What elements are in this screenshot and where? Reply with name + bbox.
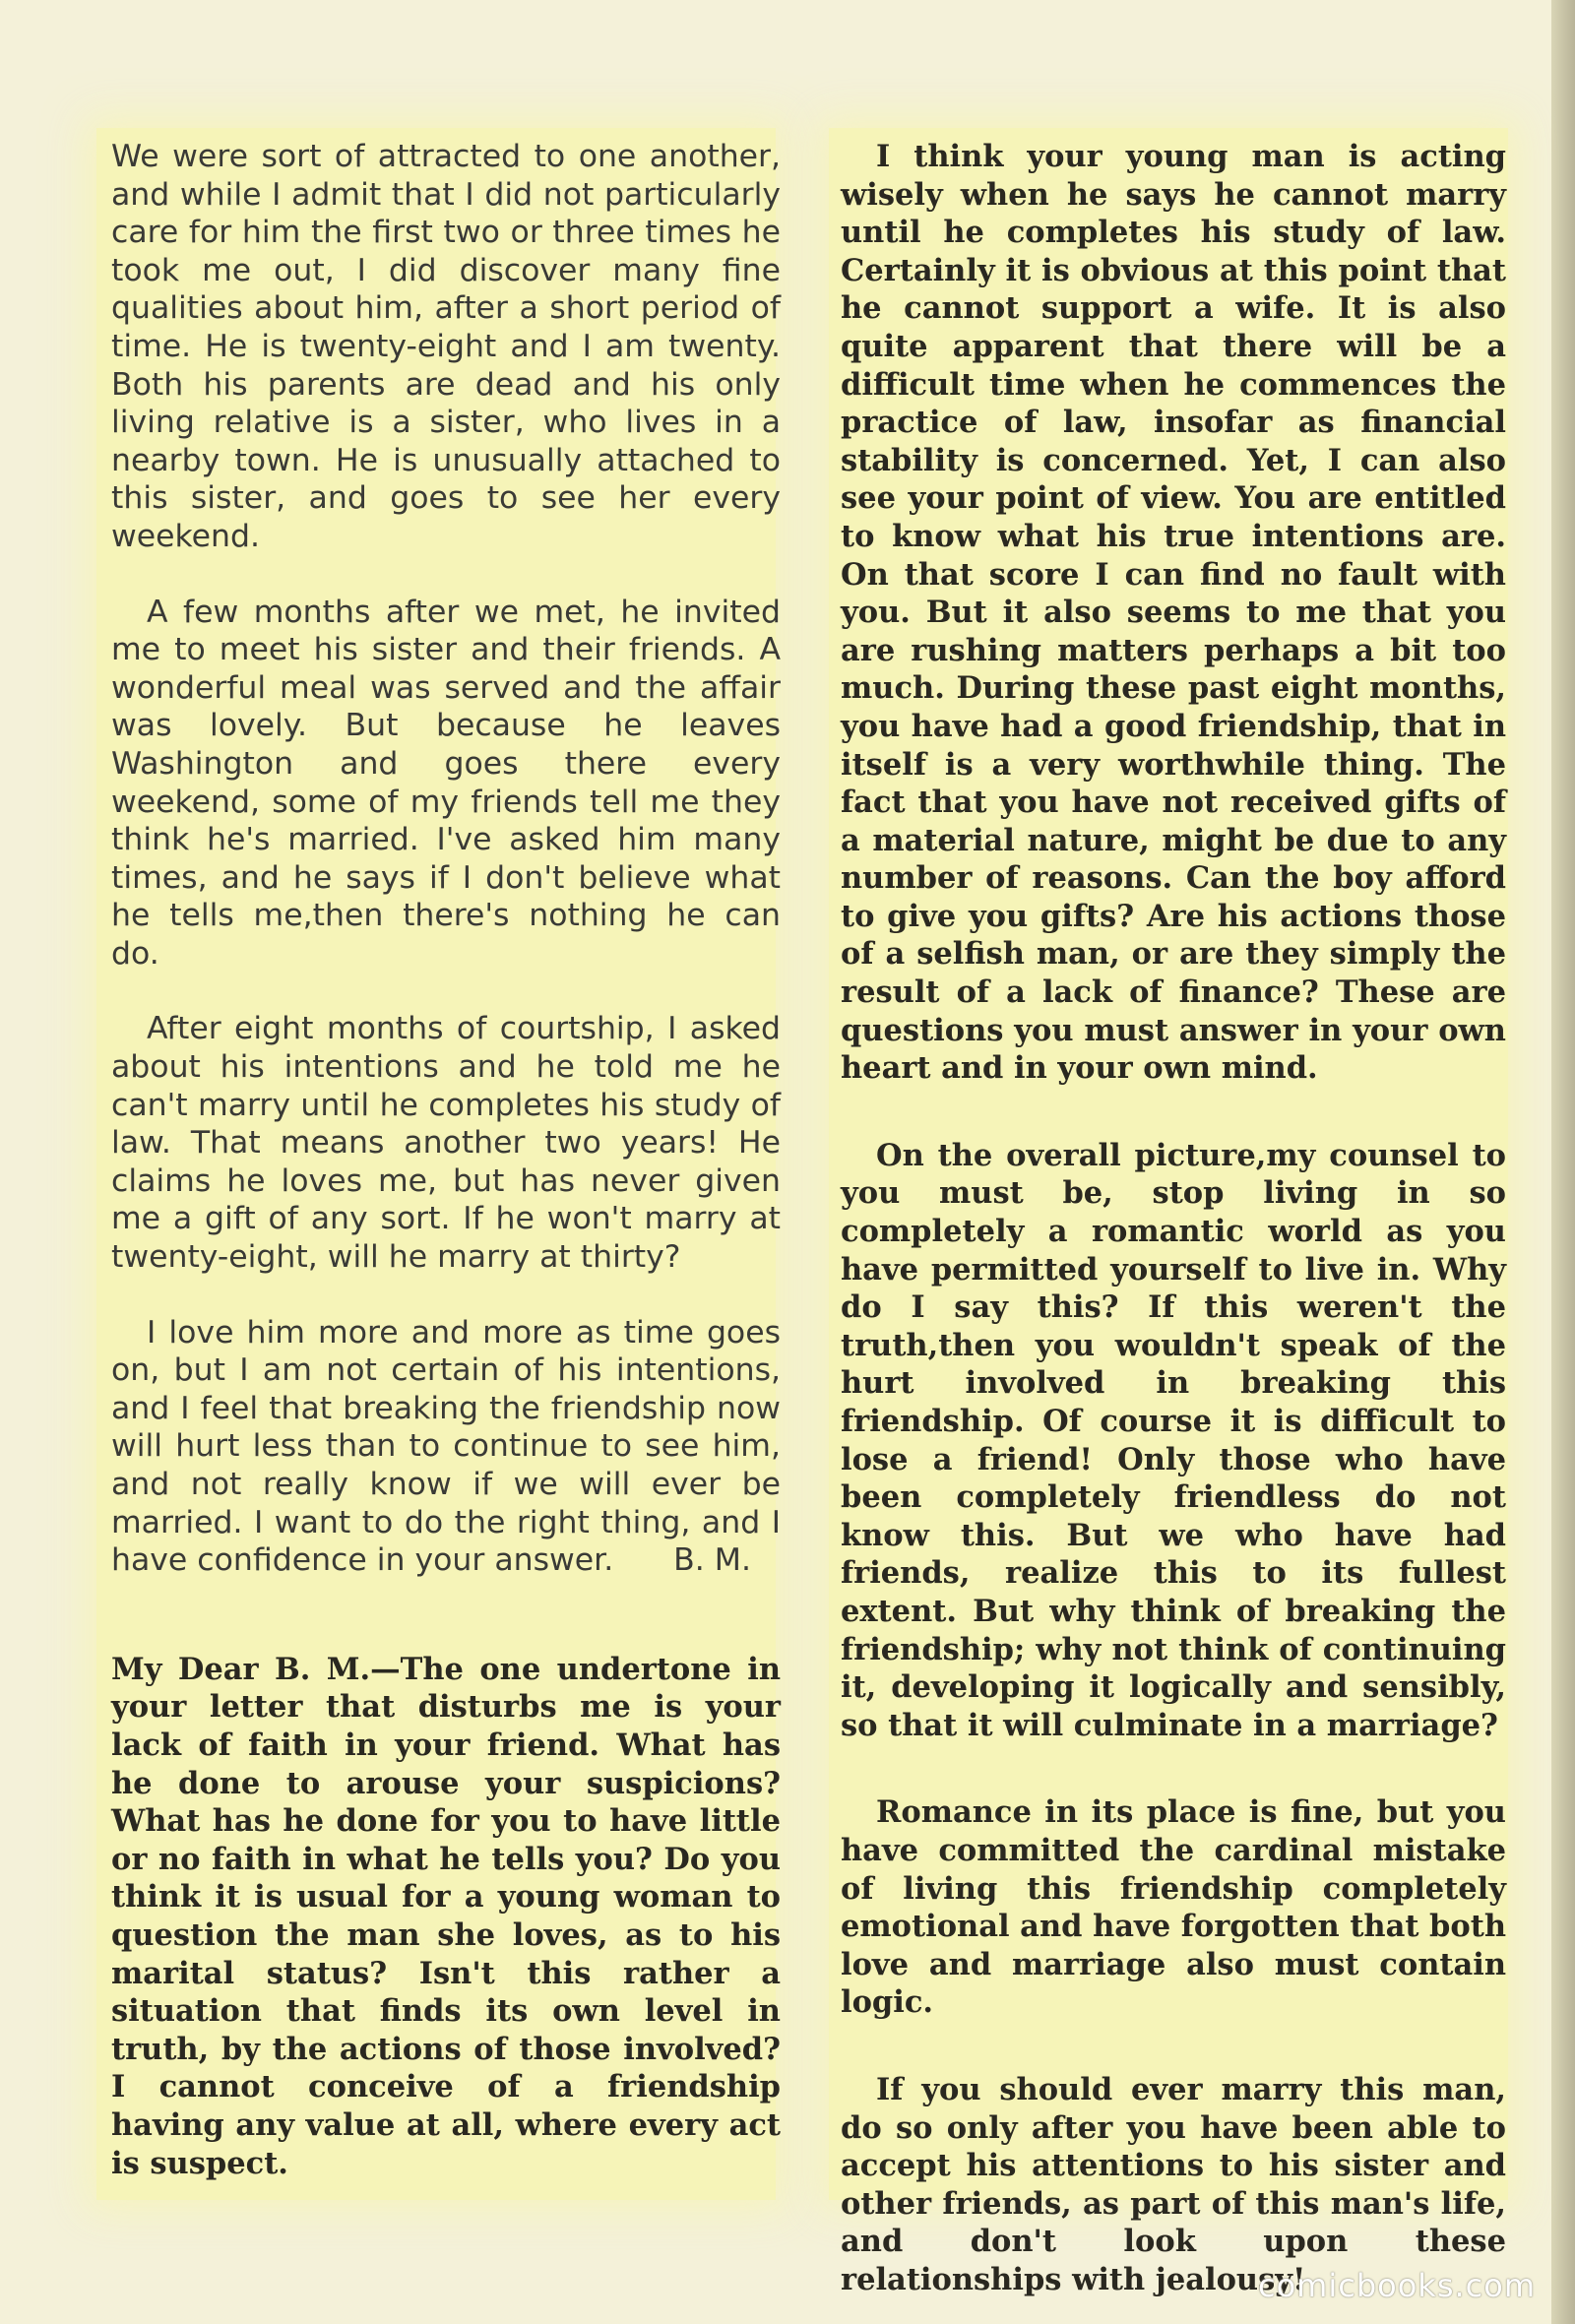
site-watermark: comicbooks.com [1257,2267,1536,2304]
reply-paragraph: On the overall picture,my counsel to you must be, stop living in so completely a romantic world as you have permitted yourself to live in. Why do I say this? If this weren't the truth,then you wouldn't speak of the hurt involved in breaking this friendship. Of course it is difficult to lose a friend! Only those who have been completely friendless do not know this. But we who have had friends, realize this to its fullest extent. But why think of breaking the friendship; why not think of continuing it, developing it logically and sensibly, so that it will culminate in a marriage? [841,1137,1506,1743]
advice-reply-continued [841,138,1506,2298]
letter-paragraph: A few months after we met, he invited me to meet his sister and their friends. A wonderful meal was served and the affair was lovely. But because he leaves Washington and goes there every weekend, some of my friends tell me they think he's married. I've asked him many times, and he says if I don't believe what he tells me,then there's nothing he can do. [111,594,781,972]
right-column [841,138,1506,2298]
letter-paragraph: After eight months of courtship, I asked about his intentions and he told me he can't marry until he completes his study of law. That means another two years! He claims he loves me, but has never given me a gift of any sort. If he won't marry at twenty-eight, will he marry at thirty? [111,1011,781,1276]
reply-paragraph: If you should ever marry this man, do so only after you have been able to accept his attentions to his sister and other friends, as part of this man's life, and don't look upon these relationships with jealousy! [841,2071,1506,2297]
letter-paragraph [111,1314,781,1580]
reply-paragraph: I think your young man is acting wisely when he says he cannot marry until he completes his study of law. Certainly it is obvious at this point that he cannot support a wife. It is also quite apparent that there will be a difficult time when he commences the practice of law, insofar as financial stability is concerned. Yet, I can also see your point of view. You are entitled to know what his true intentions are. On that score I can find no fault with you. But it also seems to me that you are rushing matters perhaps a bit too much. During these past eight months, you have had a good friendship, that in itself is a very worthwhile thing. The fact that you have not received gifts of a material nature, might be due to any number of reasons. Can the boy afford to give you gifts? Are his actions those of a selfish man, or are they simply the result of a lack of finance? These are questions you must answer in your own heart and in your own mind. [841,139,1506,1087]
reply-paragraph: My Dear B. M.—The one undertone in your letter that disturbs me is your lack of faith in your friend. What has he done to arouse your suspicions? What has he done for you to have little or no faith in what he tells you? Do you think it is usual for a young woman to question the man she loves, as to his marital status? Isn't this rather a situation that finds its own level in truth, by the actions of those involved? I cannot conceive of a friendship having any value at all, where every act is suspect. [111,1651,781,2181]
letter-paragraph: We were sort of attracted to one another, and while I admit that I did not particularly care for him the first two or three times he took me out, I did discover many fine qualities about him, after a short period of time. He is twenty-eight and I am twenty. Both his parents are dead and his only living relative is a sister, who lives in a nearby town. He is unusually attached to this sister, and goes to see her every weekend. [111,139,781,554]
left-column [111,138,781,2182]
reply-paragraph: Romance in its place is fine, but you have committed the cardinal mistake of living this friendship completely emotional and have forgotten that both love and marriage also must contain logic. [841,1794,1506,2021]
advice-reply-opening [111,1651,781,2182]
letter-signature: B. M. [673,1542,751,1579]
page-edge [1551,0,1575,2324]
letter-paragraph-text: I love him more and more as time goes on, but I am not certain of his intentions, and I feel that breaking the friendship now will hurt less than to continue to see him, and not really know if we will ever be married. I want to do the right thing, and I have confidence in your answer. [111,1314,781,1579]
reader-letter [111,138,781,1580]
